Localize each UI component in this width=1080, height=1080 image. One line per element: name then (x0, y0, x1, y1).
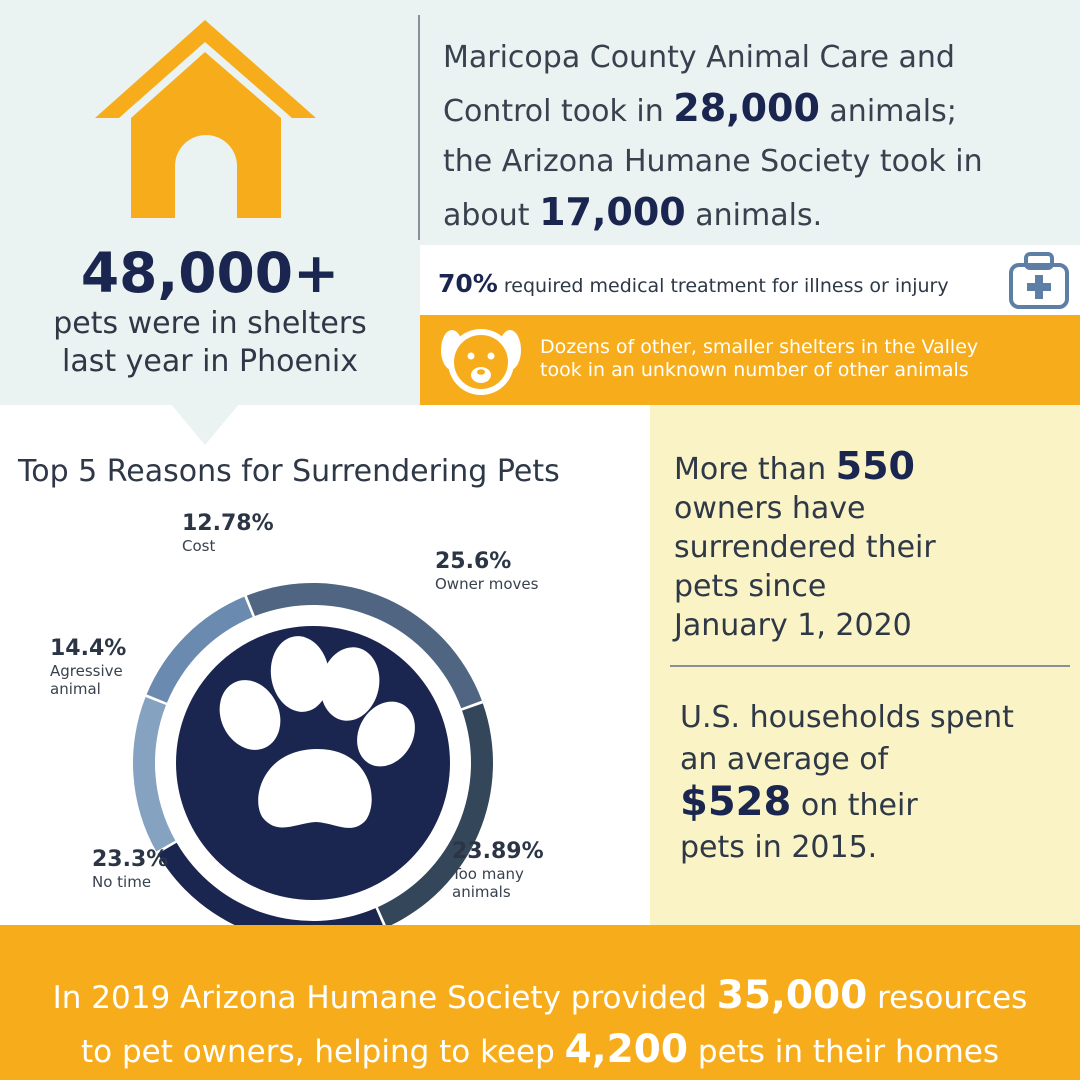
resources-line (0, 970, 1080, 1024)
slice-category-label: No time (92, 873, 152, 891)
slice-category-label: Owner moves (435, 575, 539, 593)
medical-kit-icon (1008, 250, 1070, 312)
intake-line (443, 83, 1063, 137)
intake-text-fragment: Control took in (443, 94, 674, 129)
donut-slice-agressive-animal (133, 697, 175, 851)
intake-text-fragment: animals. (685, 198, 823, 233)
headline-pointer (170, 403, 250, 448)
intake-text-fragment: about (443, 198, 540, 233)
resources-text-fragment: pets in their homes (688, 1034, 1000, 1070)
ahs-count: 17,000 (539, 190, 686, 234)
intake-text-fragment: animals; (819, 94, 957, 129)
owners-line: January 1, 2020 (674, 608, 912, 643)
owners-line (674, 444, 1064, 489)
owners-line: owners have (674, 491, 866, 526)
pets-kept-count: 4,200 (564, 1027, 689, 1072)
caption-line: pets were in shelters (53, 306, 367, 341)
horizontal-divider (670, 665, 1070, 667)
maricopa-count: 28,000 (673, 86, 820, 130)
slice-category-label: Agressive (50, 662, 123, 680)
dog-house-icon (93, 18, 318, 218)
spending-line: U.S. households spent (680, 700, 1014, 735)
spending-line: pets in 2015. (680, 830, 878, 865)
resources-text (0, 970, 1080, 1078)
small-shelters-text (540, 336, 1070, 382)
slice-value-label: 23.3% (92, 847, 169, 872)
slice-category-label: animal (50, 680, 101, 698)
medical-percent: 70% (438, 269, 498, 298)
spending-amount: $528 (680, 779, 792, 825)
owners-text (674, 444, 1064, 645)
intake-line: Maricopa County Animal Care and (443, 40, 955, 75)
slice-value-label: 12.78% (182, 511, 274, 536)
medical-text: required medical treatment for illness or injury (497, 275, 949, 297)
chart-title: Top 5 Reasons for Surrendering Pets (18, 454, 560, 489)
slice-category-label: animals (452, 883, 511, 901)
spending-text-fragment: on their (791, 788, 918, 823)
resources-text-fragment: In 2019 Arizona Humane Society provided (52, 980, 717, 1016)
spending-line (680, 781, 1070, 827)
owners-line: pets since (674, 569, 827, 604)
owners-count: 550 (835, 444, 915, 488)
small-shelters-line: took in an unknown number of other animals (540, 359, 969, 381)
owners-line: surrendered their (674, 530, 936, 565)
small-shelters-line: Dozens of other, smaller shelters in the Valley (540, 336, 979, 358)
shelter-pets-stat: 48,000+ (80, 241, 340, 305)
vertical-divider (418, 15, 420, 240)
surrender-reasons-donut-chart (0, 500, 650, 925)
slice-category-label: Cost (182, 537, 216, 555)
owners-text-fragment: More than (674, 452, 836, 487)
resources-count: 35,000 (716, 973, 868, 1018)
dog-face-icon (438, 320, 524, 400)
slice-value-label: 14.4% (50, 636, 127, 661)
spending-line: an average of (680, 742, 889, 777)
resources-text-fragment: to pet owners, helping to keep (80, 1034, 565, 1070)
slice-value-label: 25.6% (435, 549, 512, 574)
resources-line (0, 1024, 1080, 1078)
slice-value-label: 23.89% (452, 839, 544, 864)
spending-text (680, 697, 1070, 869)
shelter-pets-caption (0, 305, 420, 381)
resources-text-fragment: resources (867, 980, 1028, 1016)
intake-text (443, 33, 1063, 241)
medical-stat (438, 264, 998, 306)
slice-category-label: Too many (452, 865, 524, 883)
intake-line: the Arizona Humane Society took in (443, 144, 983, 179)
caption-line: last year in Phoenix (61, 344, 358, 379)
intake-line (443, 187, 1063, 241)
